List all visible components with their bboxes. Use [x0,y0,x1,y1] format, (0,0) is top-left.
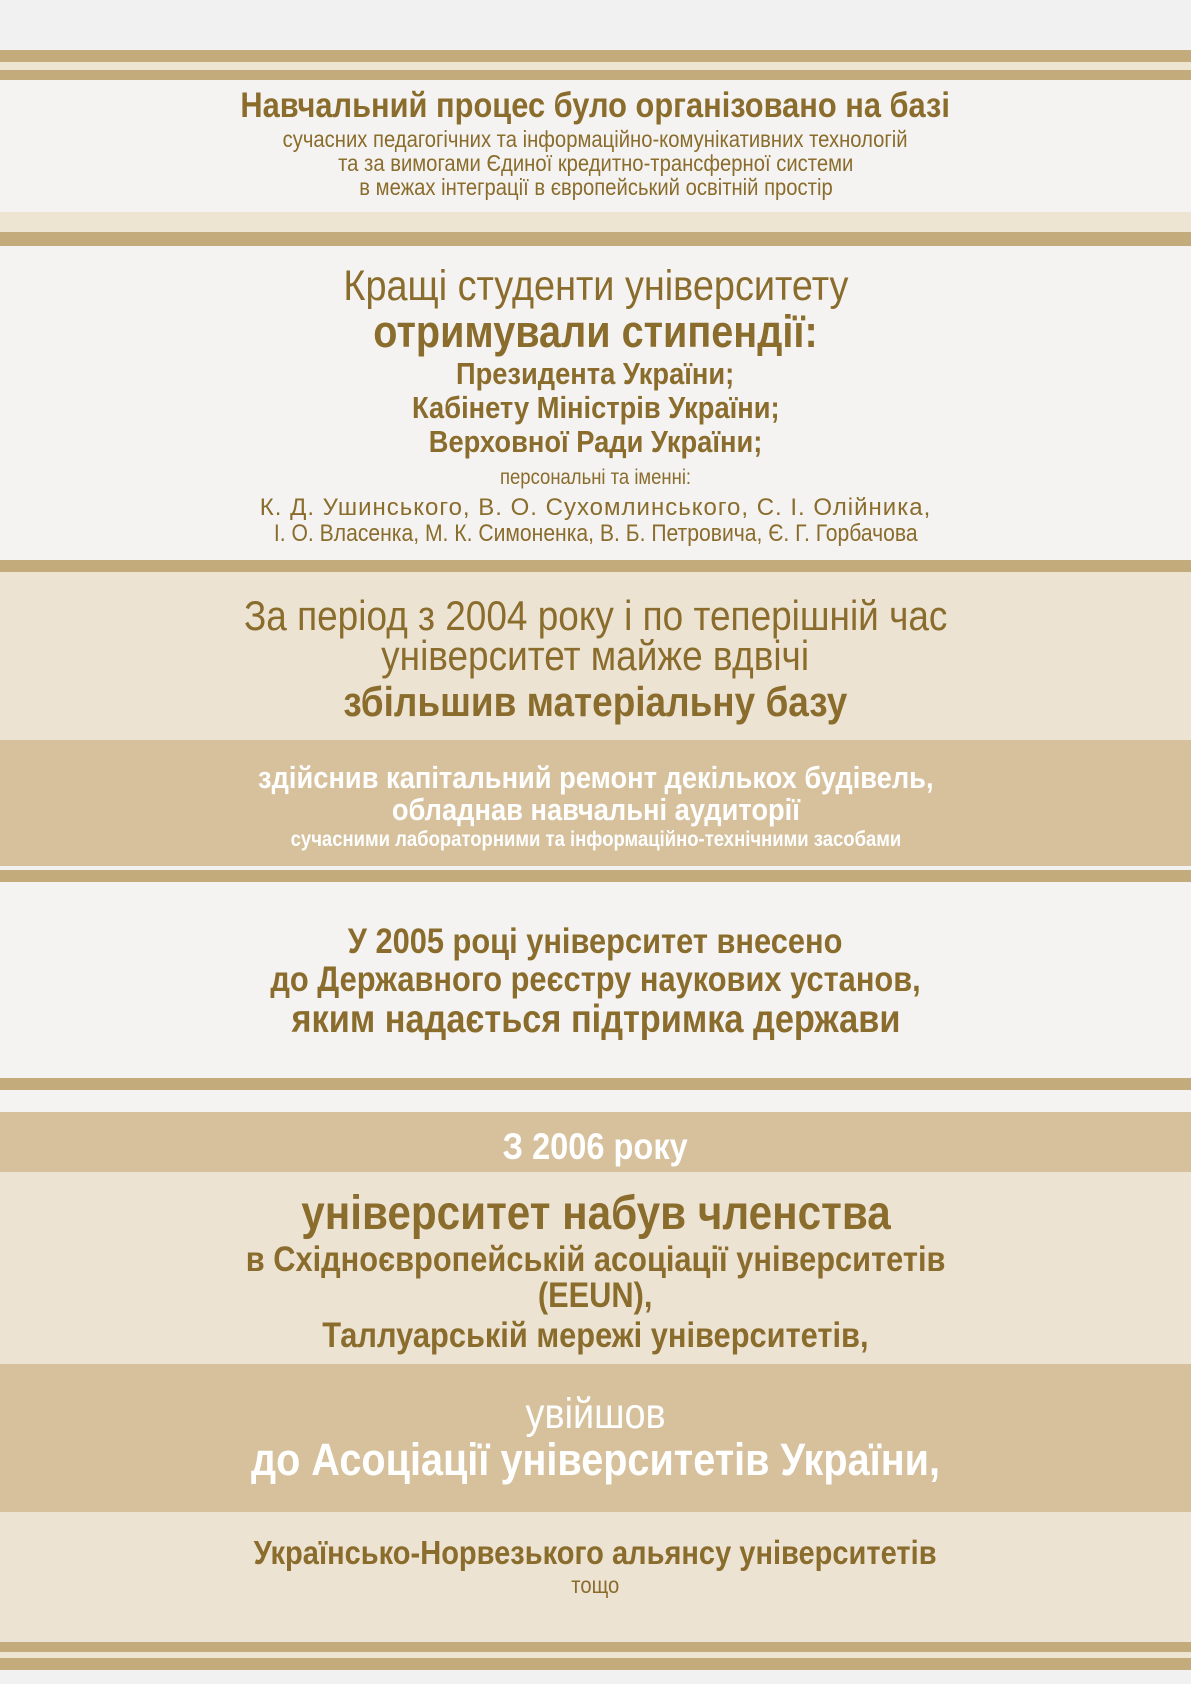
s1-line2: та за вимогами Єдиної кредитно-трансферної системи [337,150,854,176]
s5-line3: яким надається підтримка держави [291,998,900,1041]
divider-stripe [0,70,1191,80]
divider-stripe [0,870,1191,882]
divider-stripe [0,232,1191,246]
s7-line1: увійшов [525,1390,666,1438]
s8-line1: Українсько-Норвезького альянсу університетів [254,1534,937,1571]
s3-line1: За період з 2004 року і по теперішній час [243,592,948,639]
s6-line1: університет набув членства [300,1187,891,1240]
s4-line2: обладнав навчальні аудиторії [391,792,800,827]
s6-year: З 2006 року [502,1126,689,1167]
s7-line2: до Асоціації університетів України, [250,1434,941,1485]
s6-line2: в Східноєвропейській асоціації університетів [245,1240,946,1279]
divider-stripe [0,1642,1191,1652]
s4-line3: сучасними лабораторними та інформаційно-технічними засобами [290,828,901,851]
divider-gap [0,1090,1191,1112]
divider-stripe [0,50,1191,62]
s6-line3: (EEUN), [538,1276,653,1315]
divider-stripe [0,560,1191,572]
s2-item2: Кабінету Міністрів України; [411,390,780,425]
s1-line3: в межах інтеграції в європейський освітній простір [358,174,833,200]
s2-item1: Президента України; [456,356,735,391]
divider-stripe [0,1658,1191,1670]
s5-line1: У 2005 році університет внесено [348,922,843,961]
divider-stripe [0,62,1191,70]
s2-line1: Кращі студенти університету [343,262,848,310]
s8-line2: тощо [571,1572,620,1598]
divider-stripe [0,212,1191,232]
s4-line1: здійснив капітальний ремонт декількох будівель, [257,760,934,795]
s2-names2: І. О. Власенка, М. К. Симоненка, В. Б. Петровича, Є. Г. Горбачова [273,520,918,547]
s3-line3: збільшив матеріальну базу [343,678,848,725]
s1-line1: сучасних педагогічних та інформаційно-комунікативних технологій [283,126,908,152]
s3-line2: університет майже вдвічі [381,632,810,679]
divider-stripe [0,1078,1191,1090]
s6-line4: Таллуарській мережі університетів, [322,1316,869,1355]
s2-line2: отримували стипендії: [373,306,818,357]
s2-item3: Верховної Ради України; [428,424,763,459]
s5-line2: до Державного реєстру наукових установ, [270,960,921,999]
s2-small: персональні та іменні: [499,466,692,489]
s2-names1: К. Д. Ушинського, В. О. Сухомлинського, С. І. Олійника, [259,494,932,521]
s1-heading: Навчальний процес було організовано на базі [240,86,951,125]
